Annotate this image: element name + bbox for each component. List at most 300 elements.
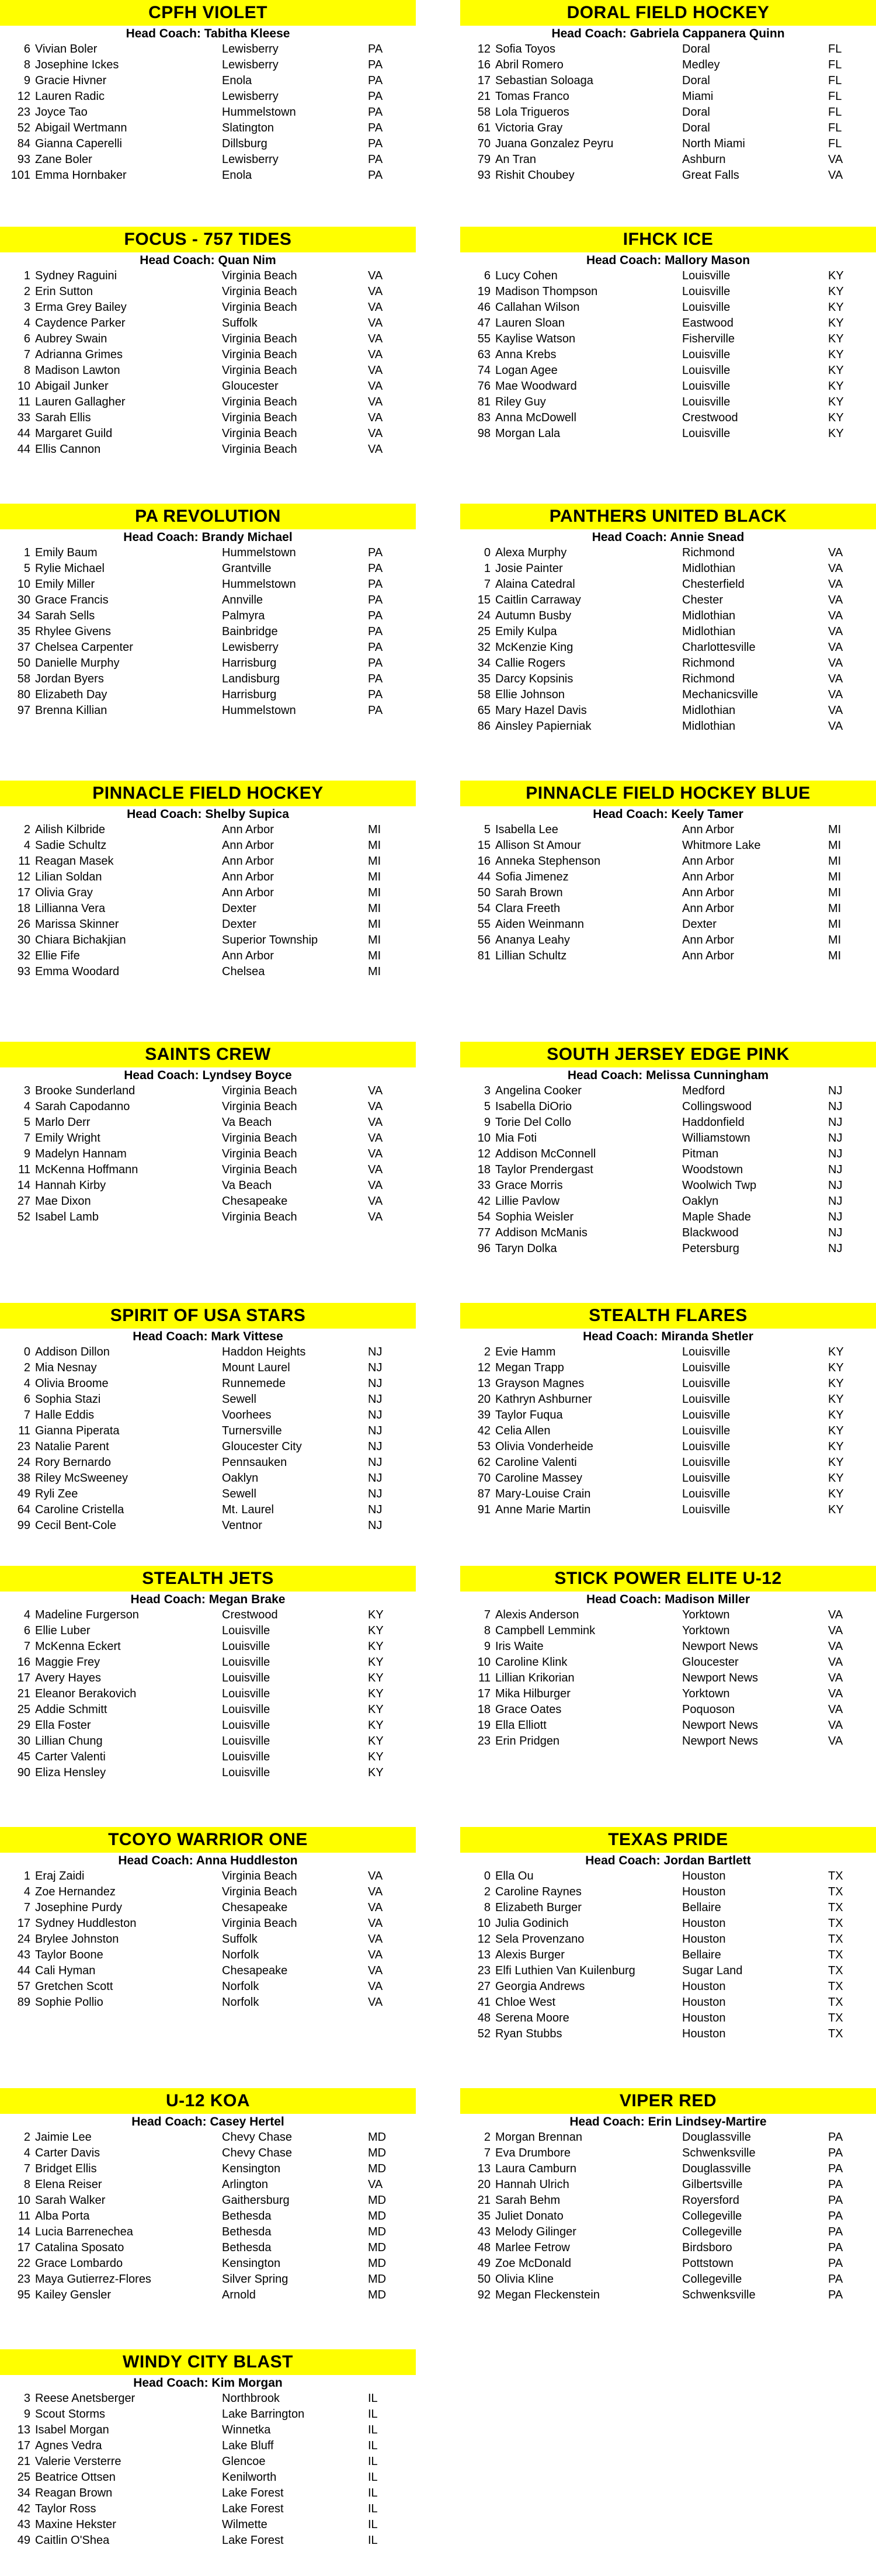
- player-number: 83: [477, 411, 491, 424]
- player-number: 44: [17, 1964, 30, 1977]
- player-name: Logan Agee: [495, 364, 558, 377]
- player-number: 17: [17, 886, 30, 899]
- player-state: KY: [828, 1409, 844, 1422]
- player-row: [0, 869, 416, 885]
- player-row: [460, 73, 876, 89]
- head-coach: [460, 1067, 876, 1083]
- player-state: VA: [828, 720, 843, 733]
- player-name: Abigail Wertmann: [35, 122, 127, 134]
- player-number: 101: [11, 169, 30, 182]
- player-number: 34: [17, 609, 30, 622]
- player-city: Houston: [682, 1917, 726, 1930]
- player-name: Sarah Behm: [495, 2194, 561, 2207]
- player-city: Virginia Beach: [222, 1100, 297, 1113]
- player-row: [0, 2422, 416, 2438]
- player-row: [0, 592, 416, 608]
- player-state: TX: [828, 1996, 843, 2009]
- player-city: Louisville: [682, 1472, 731, 1485]
- player-row: [0, 1623, 416, 1639]
- player-name: Sydney Huddleston: [35, 1917, 137, 1930]
- player-number: 1: [23, 546, 30, 559]
- player-state: KY: [828, 1346, 844, 1358]
- player-number: 90: [17, 1766, 30, 1779]
- team-block: [0, 1042, 416, 1225]
- player-city: Dillsburg: [222, 137, 267, 150]
- player-state: MI: [368, 934, 381, 947]
- player-state: KY: [828, 1393, 844, 1406]
- head-coach: [0, 1592, 416, 1607]
- player-number: 17: [477, 74, 491, 87]
- player-name: Anneka Stephenson: [495, 855, 601, 868]
- player-city: Newport News: [682, 1640, 759, 1653]
- player-name: Ellie Johnson: [495, 688, 565, 701]
- player-name: Alexa Murphy: [495, 546, 567, 559]
- player-city: Gloucester City: [222, 1440, 302, 1453]
- player-city: Doral: [682, 74, 710, 87]
- player-state: PA: [828, 2131, 843, 2144]
- player-state: PA: [368, 625, 383, 638]
- player-row: [460, 719, 876, 734]
- player-number: 53: [477, 1440, 491, 1453]
- player-city: Winnetka: [222, 2424, 271, 2436]
- player-city: Chesapeake: [222, 1901, 288, 1914]
- player-state: KY: [368, 1703, 384, 1716]
- player-state: KY: [828, 380, 844, 393]
- player-city: Harrisburg: [222, 688, 277, 701]
- player-name: Lucia Barrenechea: [35, 2225, 133, 2238]
- player-number: 19: [477, 1719, 491, 1732]
- player-number: 48: [477, 2012, 491, 2024]
- player-number: 3: [23, 1084, 30, 1097]
- player-name: Sarah Capodanno: [35, 1100, 130, 1113]
- player-row: [460, 1916, 876, 1932]
- player-state: VA: [368, 1917, 383, 1930]
- player-row: [460, 869, 876, 885]
- player-name: Ella Ou: [495, 1870, 534, 1882]
- player-name: Caroline Cristella: [35, 1503, 124, 1516]
- player-state: MD: [368, 2257, 387, 2270]
- player-row: [0, 885, 416, 901]
- player-row: [0, 854, 416, 869]
- player-state: VA: [828, 1735, 843, 1748]
- player-state: KY: [368, 1608, 384, 1621]
- player-number: 86: [477, 720, 491, 733]
- player-name: Campbell Lemmink: [495, 1624, 596, 1637]
- player-number: 11: [18, 1424, 30, 1437]
- player-city: Harrisburg: [222, 657, 277, 670]
- player-state: PA: [828, 2273, 843, 2286]
- player-number: 35: [477, 2210, 491, 2223]
- player-name: Anne Marie Martin: [495, 1503, 591, 1516]
- player-city: Bellaire: [682, 1901, 721, 1914]
- player-state: FL: [828, 122, 842, 134]
- player-name: Agnes Vedra: [35, 2439, 102, 2452]
- player-row: [460, 822, 876, 838]
- team-name: SPIRIT OF USA STARS: [0, 1303, 416, 1329]
- player-number: 77: [477, 1226, 491, 1239]
- player-state: NJ: [828, 1242, 843, 1255]
- player-row: [0, 2161, 416, 2177]
- player-city: Virginia Beach: [222, 1132, 297, 1145]
- player-number: 55: [477, 918, 491, 931]
- player-state: MI: [828, 823, 842, 836]
- head-coach-label: Head Coach:: [567, 1069, 646, 1082]
- player-row: [460, 671, 876, 687]
- head-coach-name: Keely Tamer: [671, 807, 743, 821]
- player-state: VA: [368, 1179, 383, 1192]
- player-name: Iris Waite: [495, 1640, 544, 1653]
- player-name: Emma Woodard: [35, 965, 120, 978]
- player-state: PA: [368, 58, 383, 71]
- player-state: NJ: [828, 1195, 843, 1208]
- player-name: Erin Sutton: [35, 285, 93, 298]
- player-number: 33: [477, 1179, 491, 1192]
- player-number: 97: [17, 704, 30, 717]
- player-name: Reagan Brown: [35, 2487, 113, 2499]
- player-state: FL: [828, 90, 842, 103]
- player-state: NJ: [368, 1440, 383, 1453]
- player-state: NJ: [368, 1424, 383, 1437]
- player-number: 42: [477, 1424, 491, 1437]
- player-city: Grantville: [222, 562, 272, 575]
- player-city: Collegeville: [682, 2210, 742, 2223]
- player-name: Gracie Hivner: [35, 74, 107, 87]
- player-name: Elena Reiser: [35, 2178, 102, 2191]
- player-number: 50: [17, 657, 30, 670]
- team-block: [460, 227, 876, 442]
- player-name: Olivia Kline: [495, 2273, 554, 2286]
- player-name: Cali Hyman: [35, 1964, 96, 1977]
- player-city: Ann Arbor: [222, 871, 274, 883]
- player-name: Allison St Amour: [495, 839, 581, 852]
- player-number: 44: [477, 871, 491, 883]
- player-city: Kensington: [222, 2162, 281, 2175]
- player-row: [0, 2438, 416, 2454]
- player-row: [0, 1360, 416, 1376]
- player-row: [460, 1947, 876, 1963]
- player-row: [0, 656, 416, 671]
- head-coach: [0, 252, 416, 268]
- player-city: Chevy Chase: [222, 2131, 293, 2144]
- player-name: Caitlin Carraway: [495, 594, 581, 606]
- player-state: VA: [828, 1687, 843, 1700]
- player-row: [0, 1884, 416, 1900]
- player-number: 42: [477, 1195, 491, 1208]
- player-city: Louisville: [682, 1503, 731, 1516]
- player-row: [460, 561, 876, 577]
- player-state: VA: [368, 364, 383, 377]
- player-city: Norfolk: [222, 1996, 259, 2009]
- player-number: 2: [23, 285, 30, 298]
- player-row: [0, 331, 416, 347]
- player-name: Kaylise Watson: [495, 332, 576, 345]
- player-state: PA: [828, 2147, 843, 2159]
- player-name: Caroline Massey: [495, 1472, 582, 1485]
- player-name: Gretchen Scott: [35, 1980, 113, 1993]
- player-number: 7: [23, 1901, 30, 1914]
- player-name: Hannah Kirby: [35, 1179, 106, 1192]
- player-row: [460, 1162, 876, 1178]
- player-city: Ann Arbor: [222, 949, 274, 962]
- player-row: [460, 89, 876, 105]
- player-name: Isabel Morgan: [35, 2424, 109, 2436]
- player-name: Grace Lombardo: [35, 2257, 123, 2270]
- player-city: Douglassville: [682, 2131, 751, 2144]
- player-number: 25: [17, 2471, 30, 2484]
- player-number: 47: [477, 317, 491, 330]
- player-number: 9: [23, 1147, 30, 1160]
- player-name: Scout Storms: [35, 2408, 106, 2421]
- player-city: Lewisberry: [222, 58, 279, 71]
- head-coach-label: Head Coach:: [586, 1593, 665, 1606]
- player-city: Houston: [682, 1933, 726, 1946]
- player-city: Oaklyn: [222, 1472, 259, 1485]
- player-state: NJ: [368, 1409, 383, 1422]
- player-state: VA: [828, 578, 843, 591]
- player-row: [460, 394, 876, 410]
- player-name: Avery Hayes: [35, 1672, 102, 1684]
- player-name: Bridget Ellis: [35, 2162, 97, 2175]
- player-row: [460, 1439, 876, 1455]
- player-name: Zoe McDonald: [495, 2257, 572, 2270]
- player-city: Louisville: [682, 348, 731, 361]
- player-city: Louisville: [682, 1377, 731, 1390]
- player-number: 10: [17, 2194, 30, 2207]
- player-city: Enola: [222, 169, 252, 182]
- player-row: [460, 1979, 876, 1995]
- player-state: MD: [368, 2241, 387, 2254]
- player-number: 21: [17, 1687, 30, 1700]
- player-name: Anna Krebs: [495, 348, 557, 361]
- player-name: Lauren Gallagher: [35, 396, 126, 408]
- player-row: [460, 948, 876, 964]
- player-row: [0, 608, 416, 624]
- player-row: [460, 2193, 876, 2209]
- player-city: Lewisberry: [222, 153, 279, 166]
- head-coach: [460, 1853, 876, 1868]
- player-city: Louisville: [682, 396, 731, 408]
- player-state: IL: [368, 2534, 378, 2547]
- player-row: [0, 964, 416, 980]
- player-name: Torie Del Collo: [495, 1116, 572, 1129]
- player-city: Schwenksville: [682, 2147, 756, 2159]
- player-number: 76: [477, 380, 491, 393]
- team-block: [0, 2088, 416, 2303]
- head-coach-label: Head Coach:: [131, 2115, 210, 2128]
- player-state: NJ: [828, 1100, 843, 1113]
- player-name: Sofia Jimenez: [495, 871, 569, 883]
- player-state: MI: [368, 886, 381, 899]
- player-city: Mt. Laurel: [222, 1503, 274, 1516]
- player-number: 13: [477, 1377, 491, 1390]
- player-name: Chloe West: [495, 1996, 556, 2009]
- player-row: [0, 363, 416, 379]
- player-number: 7: [484, 2147, 491, 2159]
- player-state: MI: [368, 902, 381, 915]
- player-city: Virginia Beach: [222, 1147, 297, 1160]
- player-row: [0, 1607, 416, 1623]
- player-number: 1: [484, 562, 491, 575]
- player-number: 56: [477, 934, 491, 947]
- player-state: PA: [368, 137, 383, 150]
- player-city: Enola: [222, 74, 252, 87]
- player-row: [0, 1407, 416, 1423]
- player-state: KY: [828, 1488, 844, 1500]
- player-city: Ann Arbor: [682, 949, 734, 962]
- player-row: [460, 1209, 876, 1225]
- player-number: 41: [477, 1996, 491, 2009]
- player-name: Kathryn Ashburner: [495, 1393, 592, 1406]
- player-name: Rhylee Givens: [35, 625, 112, 638]
- player-state: PA: [368, 641, 383, 654]
- player-state: PA: [368, 578, 383, 591]
- player-state: PA: [368, 106, 383, 119]
- player-state: PA: [828, 2289, 843, 2301]
- player-number: 23: [477, 1964, 491, 1977]
- player-city: Medley: [682, 58, 720, 71]
- team-name: FOCUS - 757 TIDES: [0, 227, 416, 252]
- player-city: Louisville: [682, 301, 731, 314]
- player-row: [0, 1502, 416, 1518]
- team-block: [0, 0, 416, 183]
- player-row: [0, 2177, 416, 2193]
- player-name: Josephine Ickes: [35, 58, 119, 71]
- player-name: Lola Trigueros: [495, 106, 569, 119]
- player-row: [460, 1486, 876, 1502]
- player-state: PA: [368, 153, 383, 166]
- player-name: Cecil Bent-Cole: [35, 1519, 116, 1532]
- player-number: 21: [477, 2194, 491, 2207]
- player-state: VA: [828, 562, 843, 575]
- player-row: [0, 1718, 416, 1733]
- player-row: [0, 168, 416, 183]
- player-row: [460, 1884, 876, 1900]
- player-name: Sofia Toyos: [495, 43, 556, 56]
- player-city: Virginia Beach: [222, 301, 297, 314]
- player-city: Yorktown: [682, 1687, 730, 1700]
- player-number: 3: [23, 301, 30, 314]
- player-state: VA: [828, 153, 843, 166]
- player-state: MD: [368, 2225, 387, 2238]
- player-number: 63: [477, 348, 491, 361]
- player-state: VA: [828, 1672, 843, 1684]
- player-state: IL: [368, 2487, 378, 2499]
- player-state: PA: [368, 562, 383, 575]
- player-city: Ann Arbor: [222, 886, 274, 899]
- player-city: Suffolk: [222, 1933, 258, 1946]
- player-number: 43: [17, 1949, 30, 1961]
- player-row: [460, 1963, 876, 1979]
- player-state: MI: [828, 918, 842, 931]
- player-state: NJ: [828, 1226, 843, 1239]
- player-row: [0, 640, 416, 656]
- player-row: [460, 347, 876, 363]
- player-number: 23: [17, 106, 30, 119]
- player-city: Norfolk: [222, 1949, 259, 1961]
- player-name: An Tran: [495, 153, 537, 166]
- player-city: Poquoson: [682, 1703, 735, 1716]
- player-name: Morgan Lala: [495, 427, 561, 440]
- player-number: 55: [477, 332, 491, 345]
- player-number: 16: [17, 1656, 30, 1669]
- player-number: 30: [17, 934, 30, 947]
- player-number: 16: [477, 855, 491, 868]
- player-state: VA: [828, 688, 843, 701]
- player-city: Douglassville: [682, 2162, 751, 2175]
- player-city: Pottstown: [682, 2257, 734, 2270]
- player-state: IL: [368, 2424, 378, 2436]
- player-city: Gaithersburg: [222, 2194, 290, 2207]
- player-city: Virginia Beach: [222, 396, 297, 408]
- player-name: Margaret Guild: [35, 427, 113, 440]
- team-block: [0, 1827, 416, 2010]
- player-state: TX: [828, 2027, 843, 2040]
- player-number: 7: [23, 348, 30, 361]
- player-city: Virginia Beach: [222, 1163, 297, 1176]
- player-city: Virginia Beach: [222, 364, 297, 377]
- player-name: Emily Baum: [35, 546, 98, 559]
- player-row: [0, 2407, 416, 2422]
- player-row: [0, 1194, 416, 1209]
- player-row: [460, 2130, 876, 2145]
- player-row: [460, 1655, 876, 1670]
- player-number: 15: [477, 839, 491, 852]
- head-coach-name: Quan Nim: [218, 254, 276, 267]
- player-row: [0, 561, 416, 577]
- player-number: 4: [23, 1885, 30, 1898]
- player-name: Josie Painter: [495, 562, 563, 575]
- player-row: [460, 545, 876, 561]
- player-city: Ann Arbor: [222, 823, 274, 836]
- player-city: Pennsauken: [222, 1456, 287, 1469]
- player-state: VA: [828, 641, 843, 654]
- player-name: Eleanor Berakovich: [35, 1687, 137, 1700]
- player-number: 0: [23, 1346, 30, 1358]
- player-name: Rylie Michael: [35, 562, 105, 575]
- player-city: Dexter: [222, 918, 256, 931]
- player-city: Ann Arbor: [682, 934, 734, 947]
- player-number: 62: [477, 1456, 491, 1469]
- player-number: 13: [17, 2424, 30, 2436]
- player-number: 10: [477, 1917, 491, 1930]
- player-name: Morgan Brennan: [495, 2131, 582, 2144]
- head-coach-name: Annie Snead: [670, 531, 745, 544]
- player-row: [460, 57, 876, 73]
- player-number: 29: [17, 1719, 30, 1732]
- player-number: 17: [477, 1687, 491, 1700]
- player-name: Caroline Valenti: [495, 1456, 577, 1469]
- player-state: NJ: [368, 1456, 383, 1469]
- player-state: VA: [368, 1116, 383, 1129]
- player-row: [0, 901, 416, 917]
- player-row: [0, 2224, 416, 2240]
- player-name: Lauren Radic: [35, 90, 105, 103]
- player-number: 11: [18, 855, 30, 868]
- player-row: [460, 608, 876, 624]
- player-name: Brylee Johnston: [35, 1933, 119, 1946]
- player-state: PA: [368, 672, 383, 685]
- player-row: [0, 1765, 416, 1781]
- player-state: NJ: [368, 1519, 383, 1532]
- player-name: Madison Thompson: [495, 285, 598, 298]
- player-city: Sugar Land: [682, 1964, 743, 1977]
- player-row: [0, 1702, 416, 1718]
- player-name: Grace Francis: [35, 594, 109, 606]
- player-number: 22: [17, 2257, 30, 2270]
- player-number: 8: [23, 2178, 30, 2191]
- player-name: Jordan Byers: [35, 672, 104, 685]
- player-row: [460, 1225, 876, 1241]
